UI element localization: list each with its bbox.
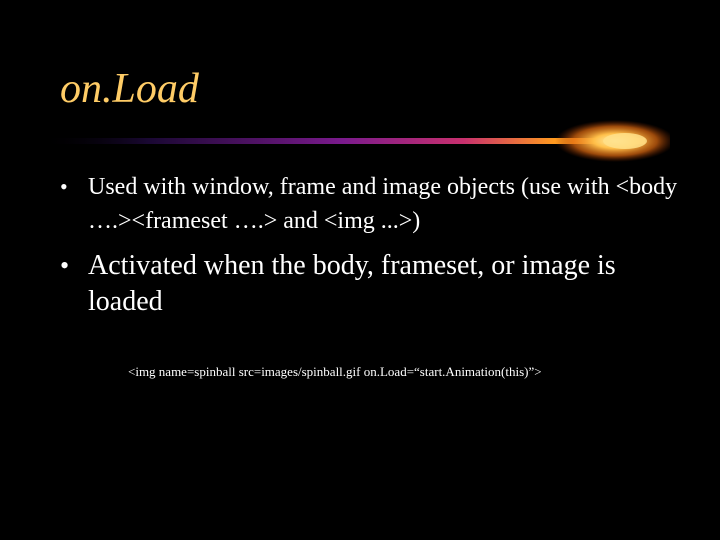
- bullet-list: [60, 170, 680, 320]
- bullet-marker: •: [60, 174, 68, 199]
- bullet-text: Used with window, frame and image objects (use with <body ….><frameset ….> and <img ...>): [88, 174, 678, 234]
- underline-glow-core: [603, 133, 647, 149]
- code-example: <img name=spinball src=images/spinball.gif on.Load=“start.Animation(this)”>: [128, 364, 542, 379]
- underline-bar: [40, 138, 645, 144]
- bullet-item-usage: [60, 170, 680, 238]
- bullet-text: Activated when the body, frameset, or image is loaded: [88, 250, 616, 317]
- bullet-marker: •: [60, 251, 70, 280]
- title-underline-graphic: [40, 120, 670, 162]
- slide-title: on.Load: [60, 66, 199, 112]
- bullet-item-activation: [60, 248, 680, 320]
